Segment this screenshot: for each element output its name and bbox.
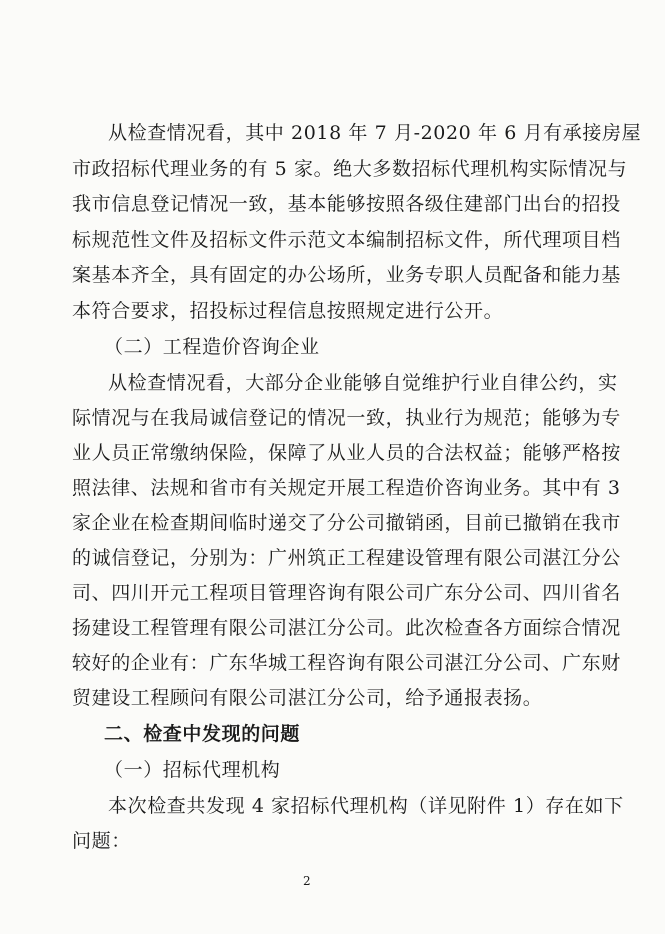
paragraph-line: 扬建设工程管理有限公司湛江分公司。此次检查各方面综合情况: [72, 617, 621, 639]
paragraph-line: 案基本齐全，具有固定的办公场所，业务专职人员配备和能力基: [72, 264, 621, 286]
paragraph-line: 从检查情况看，大部分企业能够自觉维护行业自律公约，实: [108, 372, 618, 394]
paragraph-line: 我市信息登记情况一致，基本能够按照各级住建部门出台的招投: [72, 193, 621, 215]
page-number: 2: [303, 874, 311, 888]
paragraph-line: 从检查情况看，其中 2018 年 7 月-2020 年 6 月有承接房屋: [108, 122, 642, 144]
subheading-cost-consulting: （二）工程造价咨询企业: [104, 336, 320, 358]
paragraph-line: 司、四川开元工程项目管理咨询有限公司广东分公司、四川省名: [72, 582, 621, 604]
subheading-bidding-agencies: （一）招标代理机构: [104, 759, 281, 781]
paragraph-line: 家企业在检查期间临时递交了分公司撤销函，目前已撤销在我市: [72, 512, 621, 534]
paragraph-line: 本次检查共发现 4 家招标代理机构（详见附件 1）存在如下: [108, 795, 624, 817]
paragraph-line: 较好的企业有：广东华城工程咨询有限公司湛江分公司、广东财: [72, 652, 621, 674]
paragraph-line: 贸建设工程顾问有限公司湛江分公司，给予通报表扬。: [72, 687, 543, 709]
paragraph-line: 市政招标代理业务的有 5 家。绝大多数招标代理机构实际情况与: [72, 158, 628, 180]
paragraph-line: 际情况与在我局诚信登记的情况一致，执业行为规范；能够为专: [72, 407, 621, 429]
paragraph-line: 照法律、法规和省市有关规定开展工程造价咨询业务。其中有 3: [72, 477, 621, 499]
section-heading-problems: 二、检查中发现的问题: [104, 723, 301, 745]
paragraph-line: 问题：: [72, 830, 131, 852]
paragraph-line: 的诚信登记，分别为：广州筑正工程建设管理有限公司湛江分公: [72, 547, 621, 569]
paragraph-line: 业人员正常缴纳保险，保障了从业人员的合法权益；能够严格按: [72, 442, 621, 464]
paragraph-line: 标规范性文件及招标文件示范文本编制招标文件，所代理项目档: [72, 229, 621, 251]
paragraph-line: 本符合要求，招投标过程信息按照规定进行公开。: [72, 300, 504, 322]
